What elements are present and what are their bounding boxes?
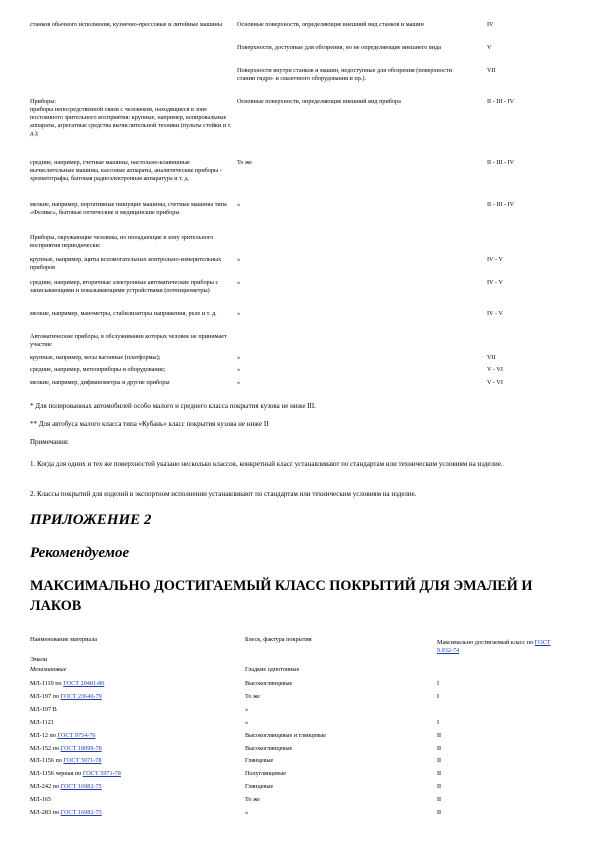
t2-row-0-name: [30, 680, 240, 688]
t2-row-8-name: [30, 783, 240, 791]
t2-row-1-gloss: То же: [245, 692, 260, 700]
t2-row-name-text: МЛ-12 по: [30, 731, 58, 739]
note-1: 1. Когда для одних и тех же поверхностей указано несколько классов, конкретный класс устанавливают по стандартам или техническим условиям на изделие.: [30, 460, 503, 468]
t2-row-5-name: [30, 745, 240, 753]
t1-row-3-c1: Приборы: приборы непосредственной связи с человеком, находящиеся в зоне постоянного зрительного восприятия: крупные, например, копировальные аппараты, агрегатные средства вычислительной техники (пульты стойки и т. д.);: [30, 98, 232, 137]
t1-row-10-c1: Автоматические приборы, в обслуживании которых человек не принимает участия:: [30, 333, 227, 348]
appendix-heading: МАКСИМАЛЬНО ДОСТИГАЕМЫЙ КЛАСС ПОКРЫТИЙ ДЛЯ ЭМАЛЕЙ И ЛАКОВ: [30, 578, 533, 614]
t1-row-13-c1: мелкие, например, дифманометры и другие приборы: [30, 379, 170, 386]
t1-row-7-c3: IV - V: [487, 256, 503, 263]
t2-group: Эмали: [30, 656, 48, 663]
gost-link[interactable]: ГОСТ 5971-78: [82, 770, 121, 778]
t1-row-3-c2: Основные поверхности, определяющие внешний вид прибора: [237, 98, 401, 105]
t2-row-10-name: [30, 809, 240, 817]
t2-row-5-gloss: Высокоглянцевые: [245, 744, 293, 752]
t2-row-name-text: МЛ-283 по: [30, 809, 61, 816]
t2-row-name-text: МЛ-152 по: [30, 744, 61, 752]
t2-row-0-gloss: Высокоглянцевые: [245, 680, 293, 687]
t2-row-name-text: МЛ-165: [30, 796, 52, 804]
t1-row-1-c2: Поверхности, доступные для обозрения, но не определяющие внешнего вида: [237, 44, 442, 51]
t2-row-name-text: МЛ-1121: [30, 718, 54, 726]
t1-row-9-c1: мелкие, например, манометры, стабилизаторы напряжения, реле и т. д.: [30, 310, 217, 317]
t2-row-7-gloss: Полуглянцевые: [245, 770, 287, 778]
t2-row-name-text: МЛ-1156 черная по: [30, 770, 83, 778]
t1-row-12-c3: V - VI: [487, 366, 503, 373]
footnote-2: ** Для автобуса малого класса типа «Кубань» класс покрытия кузова не ниже II: [30, 420, 269, 428]
gost-link[interactable]: ГОСТ 16982-75: [60, 783, 102, 791]
t1-row-5-c3: II - III - IV: [487, 201, 515, 208]
t2-header-class: [437, 631, 567, 655]
t2-row-8-gloss: Глянцевые: [245, 783, 274, 791]
t1-row-11-c1: крупные, например, весы вагонные (платформы);: [30, 354, 161, 361]
t1-row-9-c3: IV - V: [487, 310, 503, 317]
t2-row-6-gloss: Глянцевые: [245, 757, 274, 765]
t1-row-3-c3: II - III - IV: [487, 98, 515, 105]
t1-row-2-c3: VII: [487, 67, 496, 74]
gost-link[interactable]: ГОСТ 20481-80: [63, 680, 105, 687]
t2-row-4-gloss: Высокоглянцевые и глянцевые: [245, 731, 327, 739]
footnote-1: * Для полированных автомобилей особо малого и среднего класса покрытия кузова не ниже III.: [30, 402, 316, 410]
t1-row-11-c2: »: [237, 354, 241, 361]
t2-row-9-class: II: [437, 796, 442, 804]
t1-row-0-c1: станков обычного исполнения, кузнечно-прессовые и литейные машины: [30, 21, 223, 28]
t2-row-2-name: [30, 706, 240, 714]
t2-row-3-class: I: [437, 718, 440, 726]
t1-row-12-c1: средние, например, метеоприборы и оборудование;: [30, 366, 166, 373]
t2-row-name-text: МЛ-242 по: [30, 783, 61, 791]
t2-row-name-text: МЛ-197 по: [30, 692, 61, 700]
t1-row-2-c2: Поверхности внутри станков и машин, недоступные для обозрения (поверхности станин гидро- и смазочного оборудования и пр.).: [237, 67, 452, 82]
t1-row-5-c1: мелкие, например, портативные пишущие машины, счетные машины типа «Феликс», бытовые оптические и медицинские приборы: [30, 201, 227, 216]
t2-row-1-name: [30, 693, 240, 701]
t2-row-9-gloss: То же: [245, 796, 260, 804]
t2-row-name-text: МЛ-1156 по: [30, 757, 64, 765]
t1-row-8-c3: IV - V: [487, 279, 503, 286]
t1-row-6-c1: Приборы, окружающие человека, но попадающие в зону зрительного восприятия периодически:: [30, 234, 214, 249]
t2-header-gloss: Блеск, фактура покрытия: [245, 636, 312, 643]
t2-row-4-class: II: [437, 731, 442, 739]
t1-row-0-c3: IV: [487, 21, 494, 28]
t2-row-2-gloss: »: [245, 705, 249, 713]
t1-row-1-c3: V: [487, 44, 492, 51]
t2-row-name-text: МЛ-1110 по: [30, 680, 64, 687]
t2-row-10-gloss: »: [245, 809, 249, 816]
t2-subgroup-gloss: Гладкие однотонные: [245, 666, 300, 673]
t2-row-6-class: II: [437, 757, 442, 765]
t2-header-name: Наименование материала: [30, 636, 98, 643]
gost-link[interactable]: ГОСТ 16982-75: [60, 809, 102, 816]
t1-row-9-c2: »: [237, 310, 241, 317]
t1-row-7-c2: »: [237, 256, 241, 263]
t2-row-3-gloss: »: [245, 718, 249, 726]
t1-row-7-c1: крупные, например, щиты вспомогательных контрольно-измерительных приборов: [30, 256, 222, 271]
t1-row-4-c1: средние, например, счетные машины, настольно-клавишные вычислительные машины, кассовые аппараты, аналитические приборы - хроматографы, бытовая радиоэлектронная аппаратура и т. д.: [30, 159, 222, 182]
t2-row-6-name: [30, 757, 240, 765]
t2-row-9-name: [30, 796, 240, 804]
t1-row-11-c3: VII: [487, 354, 496, 361]
t2-row-4-name: [30, 732, 240, 740]
t2-subgroup: Меламиновые: [30, 666, 67, 673]
t1-row-4-c3: II - III - IV: [487, 159, 515, 166]
t2-row-0-class: I: [437, 680, 440, 687]
t1-row-4-c2: То же: [237, 159, 252, 166]
t2-row-10-class: II: [437, 809, 442, 816]
t1-row-12-c2: »: [237, 366, 241, 373]
t1-row-13-c3: V - VI: [487, 379, 503, 386]
note-2: 2. Классы покрытий для изделий в экспортном исполнении устанавливают по стандартам или техническим условиям на изделие.: [30, 490, 417, 498]
t2-row-3-name: [30, 719, 240, 727]
t2-row-7-name: [30, 770, 240, 778]
appendix-title: ПРИЛОЖЕНИЕ 2: [30, 512, 152, 528]
gost-link[interactable]: ГОСТ 18099-78: [60, 744, 102, 752]
gost-link[interactable]: ГОСТ 9754-76: [57, 731, 96, 739]
t1-row-8-c1: средние, например, вторичные электронные автоматические приборы с записывающими и показывающими устройствами (потенциометры): [30, 279, 219, 294]
t2-row-7-class: II: [437, 770, 442, 778]
gost-link[interactable]: ГОСТ 23640-79: [60, 692, 102, 700]
t2-header-class-text: Максимально достигаемый класс по: [437, 638, 535, 646]
t1-row-5-c2: »: [237, 201, 241, 208]
t1-row-13-c2: »: [237, 379, 241, 386]
gost-9032-link[interactable]: ГОСТ 9.032-74: [437, 638, 551, 654]
t2-row-1-class: I: [437, 692, 440, 700]
t2-row-5-class: II: [437, 744, 442, 752]
appendix-subtitle: Рекомендуемое: [30, 545, 130, 561]
t1-row-8-c2: »: [237, 279, 241, 286]
t2-row-8-class: II: [437, 783, 442, 791]
gost-link[interactable]: ГОСТ 5971-78: [63, 757, 102, 765]
notes-title: Примечания:: [30, 438, 69, 446]
t1-row-0-c2: Основные поверхности, определяющие внешний вид станков и машин: [237, 21, 424, 28]
t2-row-name-text: МЛ-197 В: [30, 705, 57, 713]
